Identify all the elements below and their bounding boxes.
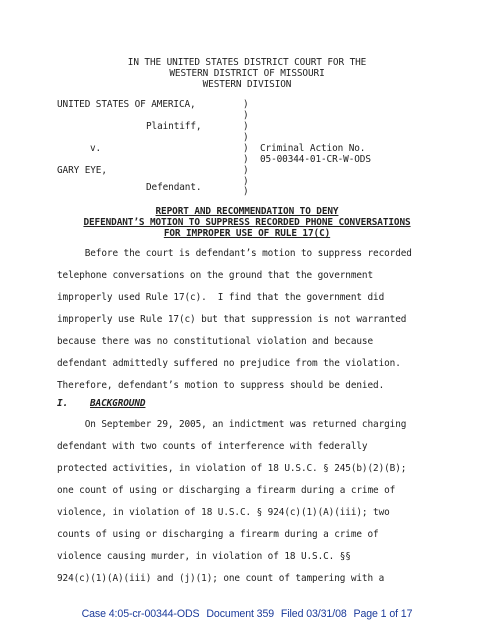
intro-paragraph-line: improperly used Rule 17(c). I find that the government did — [57, 292, 385, 303]
footer-case: Case 4:05-cr-00344-ODS — [81, 608, 200, 620]
background-paragraph-line: On September 29, 2005, an indictment was returned charging — [57, 419, 407, 430]
caption-paren: ) — [243, 154, 249, 165]
footer-page: Page 1 of 17 — [353, 608, 413, 620]
intro-paragraph-line: defendant admittedly suffered no prejudice from the violation. — [57, 358, 401, 369]
caption-paren: ) — [243, 110, 249, 121]
defendant-role: Defendant. — [146, 182, 202, 193]
background-paragraph-line: one count of using or discharging a firearm during a crime of — [57, 485, 396, 496]
court-header-line: WESTERN DISTRICT OF MISSOURI — [169, 68, 325, 79]
court-header-line: WESTERN DIVISION — [202, 79, 292, 90]
plaintiff-role: Plaintiff, — [146, 121, 202, 132]
document-title-line: FOR IMPROPER USE OF RULE 17(C) — [163, 228, 331, 239]
intro-paragraph-line: Before the court is defendant’s motion to suppress recorded — [57, 248, 412, 259]
caption-paren: ) — [243, 176, 249, 187]
caption-paren: ) — [243, 132, 249, 143]
caption-paren: ) — [243, 99, 249, 110]
defendant-party: GARY EYE, — [57, 165, 107, 176]
caption-paren: ) — [243, 165, 249, 176]
background-paragraph-line: 924(c)(1)(A)(iii) and (j)(1); one count of tampering with a — [57, 573, 385, 584]
caption-paren: ) — [243, 186, 249, 197]
footer-document: Document 359 — [206, 608, 275, 620]
case-number: 05-00344-01-CR-W-ODS — [260, 154, 371, 165]
background-paragraph-line: violence, in violation of 18 U.S.C. § 924(c)(1)(A)(iii); two — [57, 507, 390, 518]
caption-paren: ) — [243, 121, 249, 132]
document-title-line: DEFENDANT’S MOTION TO SUPPRESS RECORDED PHONE CONVERSATIONS — [83, 217, 411, 228]
section-number: I. — [57, 398, 69, 409]
intro-paragraph-line: improperly use Rule 17(c) but that suppression is not warranted — [57, 314, 407, 325]
background-paragraph-line: protected activities, in violation of 18 U.S.C. § 245(b)(2)(B); — [57, 463, 407, 474]
background-paragraph-line: violence causing murder, in violation of 18 U.S.C. §§ — [57, 551, 351, 562]
intro-paragraph-line: because there was no constitutional violation and because — [57, 336, 374, 347]
footer-filed: Filed 03/31/08 — [280, 608, 347, 620]
section-heading: BACKGROUND — [90, 398, 146, 409]
case-type: Criminal Action No. — [260, 143, 366, 154]
filing-footer — [0, 608, 494, 620]
document-title-line: REPORT AND RECOMMENDATION TO DENY — [155, 206, 339, 217]
plaintiff-party: UNITED STATES OF AMERICA, — [57, 99, 196, 110]
intro-paragraph-line: telephone conversations on the ground that the government — [57, 270, 374, 281]
intro-paragraph-line: Therefore, defendant’s motion to suppress should be denied. — [57, 380, 385, 391]
versus-label: v. — [90, 143, 102, 154]
caption-paren: ) — [243, 143, 249, 154]
background-paragraph-line: counts of using or discharging a firearm during a crime of — [57, 529, 379, 540]
background-paragraph-line: defendant with two counts of interference with federally — [57, 441, 368, 452]
court-header-line: IN THE UNITED STATES DISTRICT COURT FOR THE — [127, 57, 367, 68]
